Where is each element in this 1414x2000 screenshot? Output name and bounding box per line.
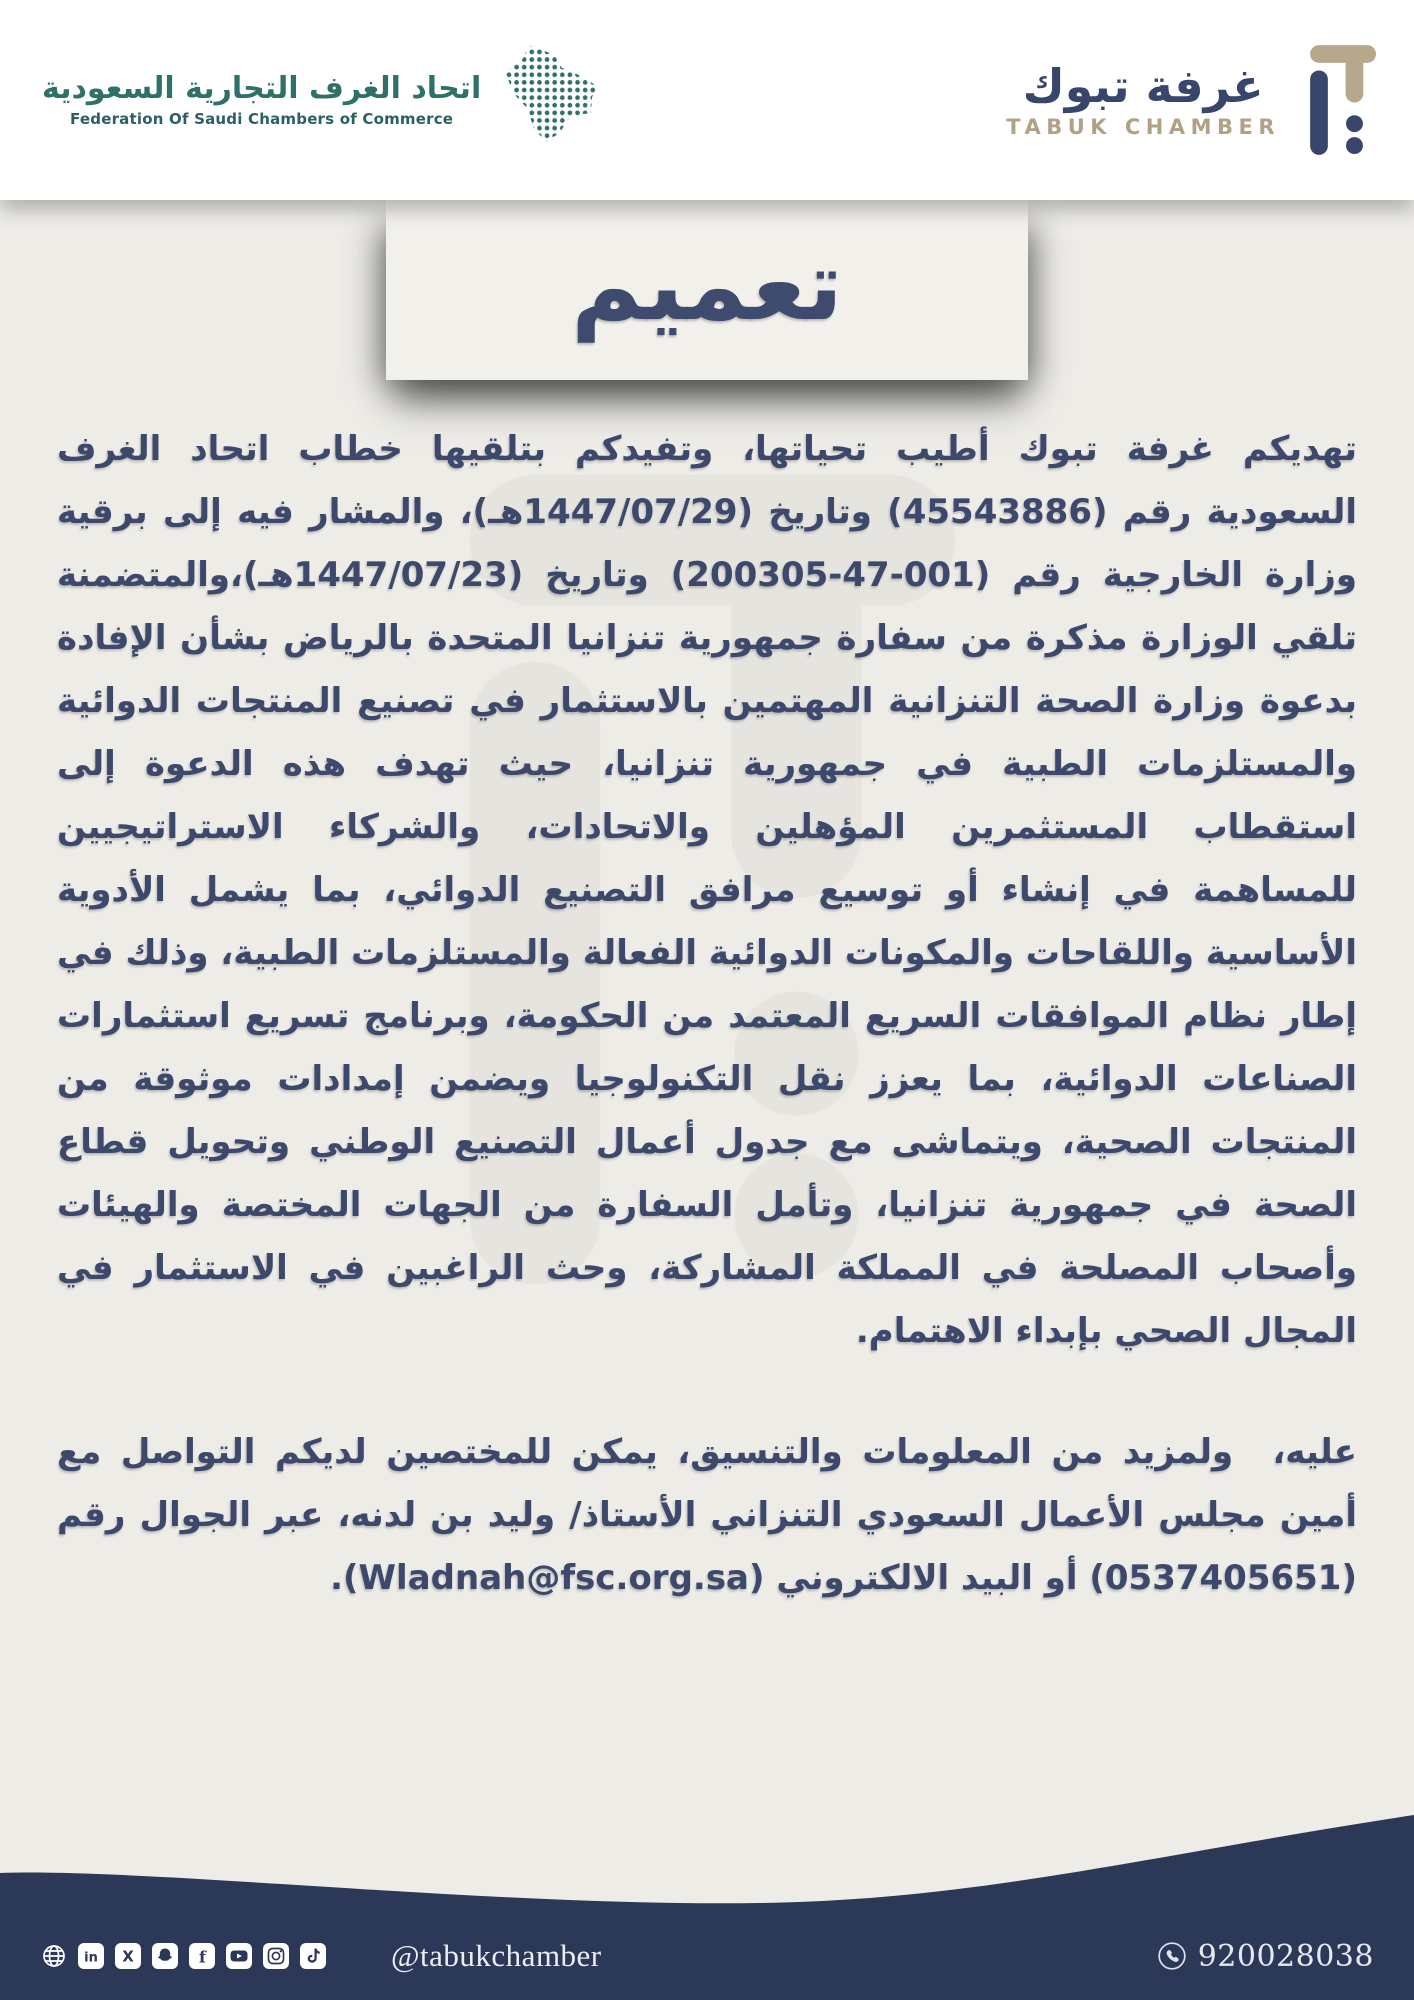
footer-phone: [1156, 1939, 1374, 1974]
tabuk-subtitle-english: TABUK CHAMBER: [1006, 115, 1280, 140]
paragraph-contact: عليه، ولمزيد من المعلومات والتنسيق، يمكن للمختصين لديكم التواصل مع أمين مجلس الأعمال السعودي التنزاني الأستاذ/ وليد بن لدنه، عبر الجوال رقم (0537405651) أو البيد الالكتروني (Wladnah@fsc.org.sa).: [57, 1432, 1357, 1598]
x-icon: [114, 1942, 142, 1970]
tabuk-title-arabic: غرفة تبوك: [1022, 58, 1264, 113]
tiktok-icon: [299, 1942, 327, 1970]
header: [0, 0, 1414, 200]
tabuk-chamber-logo: [1006, 45, 1376, 155]
linkedin-icon: [77, 1942, 105, 1970]
svg-text:f: f: [199, 1947, 206, 1967]
tabuk-chamber-mark-icon: [1300, 45, 1376, 155]
snapchat-icon: [151, 1942, 179, 1970]
youtube-icon: [225, 1942, 253, 1970]
phone-circle-icon: [1156, 1940, 1188, 1972]
circular-title-banner: [386, 200, 1028, 380]
website-globe-icon: [40, 1942, 68, 1970]
svg-text:in: in: [84, 1950, 98, 1966]
svg-text:X: X: [122, 1947, 134, 1966]
phone-number: 920028038: [1197, 1938, 1374, 1974]
paragraph-main: تهديكم غرفة تبوك أطيب تحياتها، وتفيدكم بتلقيها خطاب اتحاد الغرف السعودية رقم (45543886) وتاريخ (1447/07/29هـ)، والمشار فيه إلى برقية وزارة الخارجية رقم (001-47-200305) وتاريخ (1447/07/23هـ)،والمتضمنة تلقي الوزارة مذكرة من سفارة جمهورية تنزانيا المتحدة بالرياض بشأن الإفادة بدعوة وزارة الصحة التنزانية المهتمين بالاستثمار في تصنيع المنتجات الدوائية والمستلزمات الطبية في جمهورية تنزانيا، حيث تهدف هذه الدعوة إلى استقطاب المستثمرين المؤهلين والاتحادات، والشركاء الاستراتيجيين للمساهمة في إنشاء أو توسيع مرافق التصنيع الدوائي، بما يشمل الأدوية الأساسية واللقاحات والمكونات الدوائية الفعالة والمستلزمات الطبية، وذلك في إطار نظام الموافقات السريع المعتمد من الحكومة، وبرنامج تسريع استثمارات الصناعات الدوائية، بما يعزز نقل التكنولوجيا ويضمن إمدادات موثوقة من المنتجات الصحية، ويتماشى مع جدول أعمال التصنيع الوطني وتحويل قطاع الصحة في جمهورية تنزانيا، وتأمل السفارة من الجهات المختصة والهيئات وأصحاب المصلحة في المملكة المشاركة، وحث الراغبين في الاستثمار في المجال الصحي بإبداء الاهتمام.: [57, 429, 1357, 1351]
social-handle: @tabukchamber: [391, 1938, 602, 1973]
saudi-map-dots-icon: [495, 41, 613, 153]
circular-title: تعميم: [571, 228, 843, 342]
social-icons: [40, 1942, 327, 1970]
facebook-icon: [188, 1942, 216, 1970]
fsc-logo: [42, 47, 613, 153]
footer: [0, 1938, 1414, 1974]
circular-body: [0, 380, 1414, 1610]
fsc-subtitle-english: Federation Of Saudi Chambers of Commerce: [70, 110, 454, 129]
instagram-icon: [262, 1942, 290, 1970]
fsc-title-arabic: اتحاد الغرف التجارية السعودية: [42, 70, 482, 106]
